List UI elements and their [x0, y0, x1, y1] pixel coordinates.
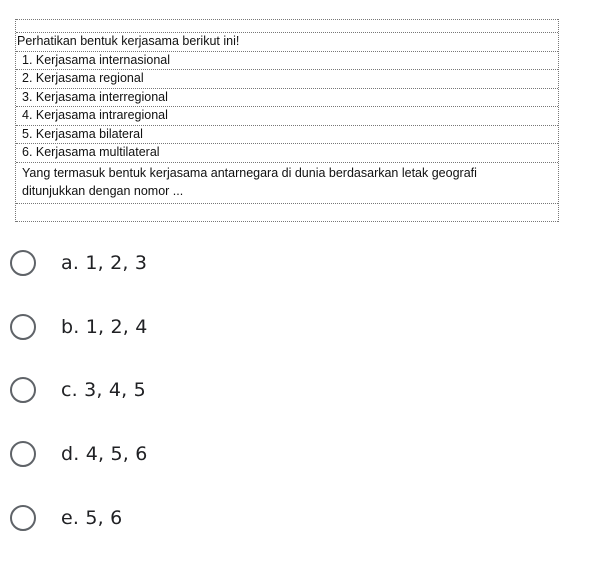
- option-b[interactable]: [10, 310, 310, 344]
- table-row-item-6: [16, 143, 558, 162]
- table-row-item-4: [16, 106, 558, 125]
- radio-button-b[interactable]: [10, 314, 36, 340]
- table-row-item-5: [16, 125, 558, 143]
- option-c-label: c. 3, 4, 5: [61, 379, 146, 401]
- table-row-item-3: [16, 88, 558, 106]
- table-row-item-1: [16, 51, 558, 69]
- option-d-label: d. 4, 5, 6: [61, 443, 148, 465]
- option-e[interactable]: [10, 501, 310, 535]
- table-row-empty-bottom: [16, 203, 558, 222]
- option-b-label: b. 1, 2, 4: [61, 316, 148, 338]
- option-e-label: e. 5, 6: [61, 507, 123, 529]
- question-table: [15, 19, 559, 222]
- radio-button-d[interactable]: [10, 441, 36, 467]
- option-a[interactable]: [10, 246, 310, 280]
- table-row-item-2: [16, 69, 558, 88]
- option-d[interactable]: [10, 437, 310, 471]
- table-row-instruction: [16, 32, 558, 51]
- radio-button-c[interactable]: [10, 377, 36, 403]
- table-row-empty-top: [16, 19, 558, 32]
- table-row-prompt: [16, 162, 558, 203]
- item-1-text: 1. Kerjasama internasional: [22, 53, 170, 67]
- prompt-line-1: Yang termasuk bentuk kerjasama antarnegara di dunia berdasarkan letak geografi: [22, 166, 477, 180]
- radio-button-a[interactable]: [10, 250, 36, 276]
- option-c[interactable]: [10, 373, 310, 407]
- item-2-text: 2. Kerjasama regional: [22, 71, 144, 85]
- option-a-label: a. 1, 2, 3: [61, 252, 148, 274]
- item-6-text: 6. Kerjasama multilateral: [22, 145, 160, 159]
- item-4-text: 4. Kerjasama intraregional: [22, 108, 168, 122]
- instruction-text: Perhatikan bentuk kerjasama berikut ini!: [17, 34, 240, 48]
- item-5-text: 5. Kerjasama bilateral: [22, 127, 143, 141]
- radio-button-e[interactable]: [10, 505, 36, 531]
- item-3-text: 3. Kerjasama interregional: [22, 90, 168, 104]
- prompt-line-2: ditunjukkan dengan nomor ...: [22, 184, 184, 198]
